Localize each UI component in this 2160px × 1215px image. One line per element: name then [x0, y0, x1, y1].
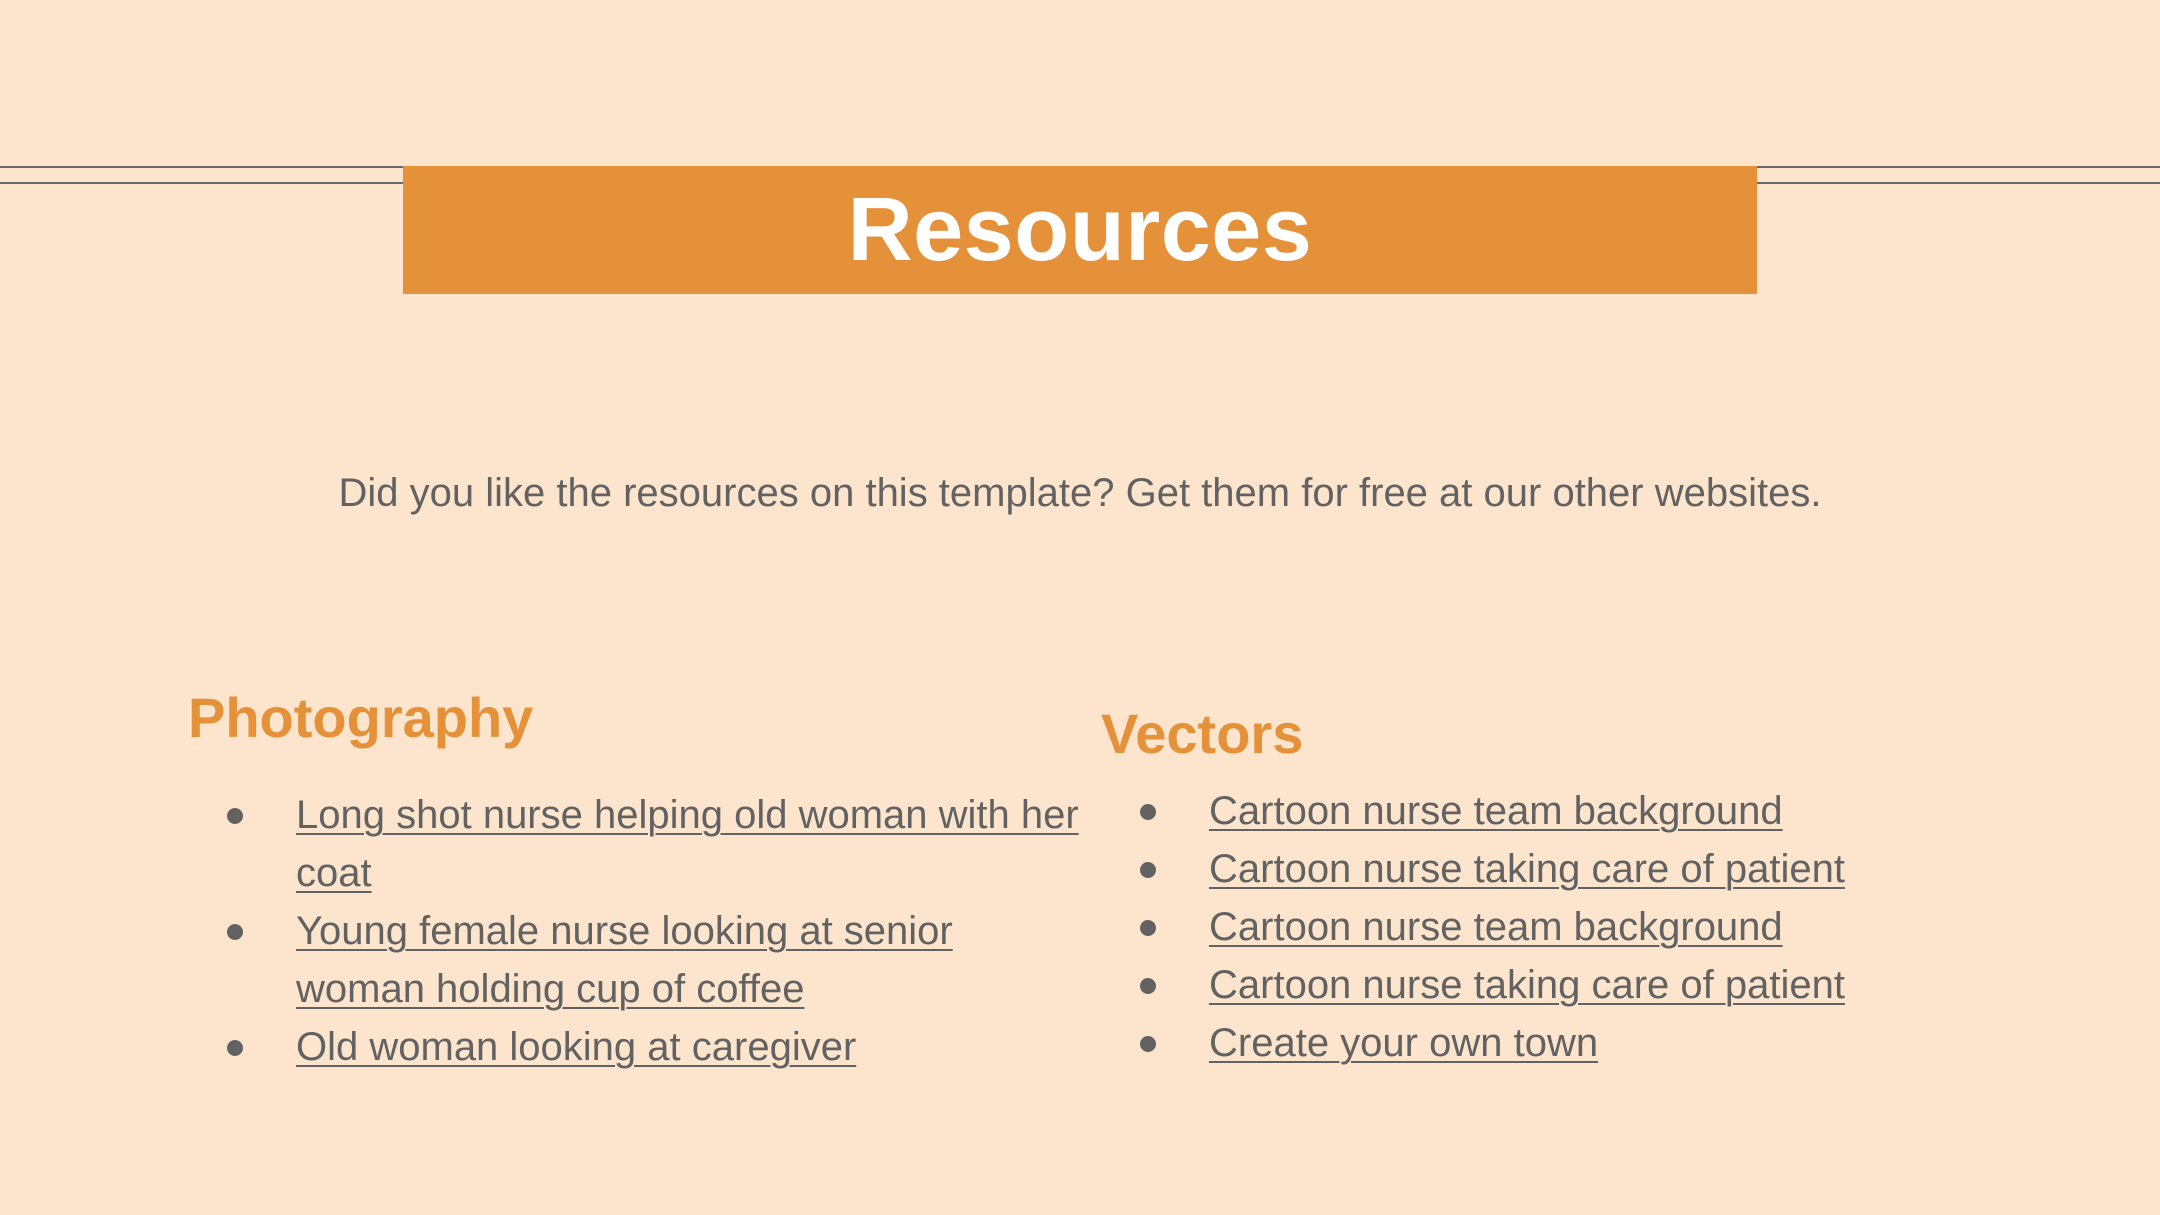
list-item — [1133, 840, 2033, 898]
list-item — [220, 902, 1080, 1018]
list-item — [1133, 956, 2033, 1014]
bullet-icon — [1140, 1036, 1156, 1052]
vectors-link-1[interactable]: Cartoon nurse team background — [1209, 789, 1783, 833]
intro-text: Did you like the resources on this template? Get them for free at our other websites. — [338, 471, 1822, 515]
photography-link-2[interactable]: Young female nurse looking at senior woman holding cup of coffee — [296, 909, 953, 1011]
page-title: Resources — [847, 180, 1313, 280]
photography-list — [220, 786, 1080, 1076]
photography-link-3[interactable]: Old woman looking at caregiver — [296, 1025, 857, 1069]
bullet-icon — [227, 1040, 243, 1056]
vectors-link-2[interactable]: Cartoon nurse taking care of patient — [1209, 847, 1845, 891]
list-item — [220, 1018, 1080, 1076]
title-banner — [403, 166, 1757, 294]
photography-heading: Photography — [188, 686, 534, 749]
vectors-link-5[interactable]: Create your own town — [1209, 1021, 1599, 1065]
vectors-heading: Vectors — [1101, 702, 1304, 765]
vectors-link-4[interactable]: Cartoon nurse taking care of patient — [1209, 963, 1845, 1007]
bullet-icon — [1140, 804, 1156, 820]
vectors-list — [1133, 782, 2033, 1072]
photography-link-1[interactable]: Long shot nurse helping old woman with her coat — [296, 793, 1079, 895]
bullet-icon — [1140, 862, 1156, 878]
list-item — [1133, 898, 2033, 956]
bullet-icon — [227, 808, 243, 824]
bullet-icon — [1140, 978, 1156, 994]
list-item — [1133, 1014, 2033, 1072]
vectors-link-3[interactable]: Cartoon nurse team background — [1209, 905, 1783, 949]
bullet-icon — [1140, 920, 1156, 936]
list-item — [220, 786, 1080, 902]
list-item — [1133, 782, 2033, 840]
bullet-icon — [227, 924, 243, 940]
